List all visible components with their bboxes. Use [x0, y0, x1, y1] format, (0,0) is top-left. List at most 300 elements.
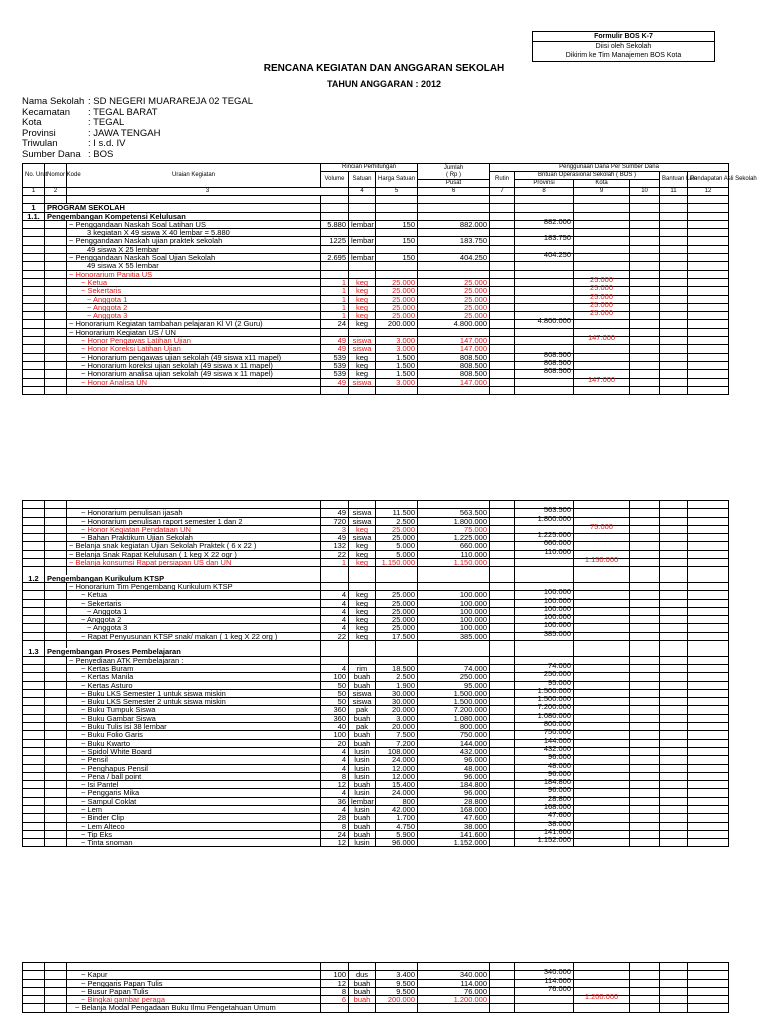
total-amount	[418, 1004, 490, 1012]
total-amount: 100.000	[418, 624, 490, 632]
bos-kota	[630, 534, 660, 542]
cell-empty	[45, 361, 67, 369]
bos-pusat	[515, 300, 574, 308]
cell-empty	[321, 196, 349, 204]
total-amount: 808.500	[418, 370, 490, 378]
activity-desc: ~ Pena / ball point	[67, 772, 321, 780]
cell-empty	[660, 196, 688, 204]
info-label: Sumber Dana	[22, 148, 81, 160]
volume: 539	[321, 370, 349, 378]
rutin-cell	[490, 689, 515, 697]
cell-empty	[23, 805, 45, 813]
budget-table-2	[22, 500, 729, 847]
cell-empty	[376, 567, 418, 575]
bos-pusat	[515, 342, 574, 350]
bos-pusat: 808.500	[515, 358, 574, 366]
unit: keg	[349, 624, 376, 632]
unit-price: 25.000	[376, 295, 418, 303]
volume: 4	[321, 591, 349, 599]
bantuan-lain	[660, 237, 688, 245]
bos-provinsi	[574, 802, 630, 810]
volume: 8	[321, 987, 349, 995]
rutin-cell	[490, 559, 515, 567]
rutin-cell	[490, 345, 515, 353]
bos-kota	[630, 822, 660, 830]
unit-price: 25.000	[376, 534, 418, 542]
volume: 8	[321, 822, 349, 830]
column-number: 12	[688, 188, 729, 196]
bos-pusat	[515, 275, 574, 283]
volume: 360	[321, 706, 349, 714]
cell-empty	[45, 723, 67, 731]
rutin-cell	[490, 624, 515, 632]
bos-provinsi	[574, 678, 630, 686]
cell-empty	[45, 656, 67, 664]
cell-empty	[23, 386, 45, 394]
cell-empty	[23, 542, 45, 550]
cell-empty	[418, 196, 490, 204]
bantuan-lain	[660, 789, 688, 797]
total-amount: 147.000	[418, 345, 490, 353]
cell-empty	[688, 196, 729, 204]
cell-empty	[45, 582, 67, 590]
rutin-cell	[490, 814, 515, 822]
pendapatan-asli	[688, 509, 729, 517]
total-amount: 1.500.000	[418, 698, 490, 706]
rutin-cell	[490, 312, 515, 320]
cell-empty	[23, 599, 45, 607]
pendapatan-asli	[688, 550, 729, 558]
activity-desc: ~ Busur Papan Tulis	[67, 987, 321, 995]
cell-empty	[23, 624, 45, 632]
bos-pusat: 1.800.000	[515, 514, 574, 522]
pendapatan-asli	[688, 262, 729, 270]
unit: buah	[349, 673, 376, 681]
cell-empty	[23, 559, 45, 567]
budget-table-3	[22, 962, 729, 1013]
rutin-cell	[490, 698, 515, 706]
volume: 22	[321, 550, 349, 558]
unit-price: 12.000	[376, 772, 418, 780]
cell-empty	[45, 814, 67, 822]
cell-empty	[67, 386, 321, 394]
col-rincian: Rincian Perhitungan	[321, 164, 418, 172]
cell-empty	[23, 814, 45, 822]
activity-desc: ~ Kertas Buram	[67, 664, 321, 672]
cell-empty	[23, 517, 45, 525]
activity-desc: ~ Lem	[67, 805, 321, 813]
pendapatan-asli	[688, 525, 729, 533]
cell-empty	[515, 196, 574, 204]
bos-provinsi	[574, 968, 630, 976]
cell-empty	[376, 575, 418, 583]
unit: keg	[349, 542, 376, 550]
volume: 2.695	[321, 254, 349, 262]
bos-kota	[630, 303, 660, 311]
cell-empty	[23, 723, 45, 731]
cell-empty	[23, 550, 45, 558]
unit-price	[376, 262, 418, 270]
bantuan-lain	[660, 805, 688, 813]
pendapatan-asli	[688, 987, 729, 995]
rutin-cell	[490, 805, 515, 813]
pendapatan-asli	[688, 756, 729, 764]
cell-empty	[688, 212, 729, 220]
bos-kota	[630, 320, 660, 328]
info-row	[22, 139, 253, 150]
total-amount: 250.000	[418, 673, 490, 681]
cell-empty	[45, 987, 67, 995]
pendapatan-asli	[688, 361, 729, 369]
cell-empty	[574, 386, 630, 394]
bos-kota	[630, 328, 660, 336]
unit: keg	[349, 632, 376, 640]
total-amount: 1.080.000	[418, 714, 490, 722]
activity-desc: ~ Buku Kwarto	[67, 739, 321, 747]
unit-price: 25.000	[376, 287, 418, 295]
bos-pusat: 96.000	[515, 786, 574, 794]
activity-desc: ~ Bingkai gambar peraga	[67, 996, 321, 1004]
bos-kota	[630, 378, 660, 386]
volume: 36	[321, 797, 349, 805]
document-subtitle: TAHUN ANGGARAN : 2012	[326, 79, 441, 89]
cell-empty	[660, 963, 688, 971]
bos-kota	[630, 559, 660, 567]
cell-empty	[23, 534, 45, 542]
cell-empty	[23, 582, 45, 590]
bos-kota	[630, 706, 660, 714]
cell-empty	[23, 361, 45, 369]
cell-empty	[23, 797, 45, 805]
rutin-cell	[490, 673, 515, 681]
volume: 20	[321, 739, 349, 747]
unit-price: 11.500	[376, 509, 418, 517]
cell-empty	[349, 648, 376, 656]
bos-kota	[630, 361, 660, 369]
bantuan-lain	[660, 525, 688, 533]
unit-price: 42.000	[376, 805, 418, 813]
col-uraian: Uraian Kegiatan	[67, 164, 321, 188]
bos-provinsi	[574, 786, 630, 794]
bos-provinsi	[574, 358, 630, 366]
total-amount: 385.000	[418, 632, 490, 640]
cell-empty	[660, 212, 688, 220]
cell-empty	[688, 386, 729, 394]
unit: lusin	[349, 747, 376, 755]
cell-empty	[23, 270, 45, 278]
cell-empty	[23, 501, 45, 509]
cell-empty	[23, 370, 45, 378]
bos-pusat: 100.000	[515, 604, 574, 612]
volume: 100	[321, 673, 349, 681]
unit-price: 200.000	[376, 996, 418, 1004]
bos-pusat: 800.000	[515, 720, 574, 728]
bos-provinsi	[574, 661, 630, 669]
activity-desc: ~ Kertas Asturo	[67, 681, 321, 689]
cell-empty	[45, 772, 67, 780]
cell-empty	[45, 370, 67, 378]
bos-kota	[630, 1004, 660, 1012]
info-label: Kota	[22, 117, 42, 128]
bos-provinsi	[574, 653, 630, 661]
volume: 12	[321, 781, 349, 789]
total-amount: 660.000	[418, 542, 490, 550]
volume: 4	[321, 616, 349, 624]
bos-pusat	[515, 284, 574, 292]
cell-empty	[23, 328, 45, 336]
volume: 28	[321, 814, 349, 822]
bantuan-lain	[660, 764, 688, 772]
bantuan-lain	[660, 345, 688, 353]
bantuan-lain	[660, 312, 688, 320]
cell-empty	[45, 245, 67, 253]
pendapatan-asli	[688, 370, 729, 378]
column-number: 8	[515, 188, 574, 196]
cell-empty	[45, 303, 67, 311]
cell-empty	[23, 312, 45, 320]
unit: lusin	[349, 839, 376, 847]
rutin-cell	[490, 582, 515, 590]
total-amount: 1.200.000	[418, 996, 490, 1004]
volume: 12	[321, 979, 349, 987]
total-amount: 25.000	[418, 312, 490, 320]
rutin-cell	[490, 756, 515, 764]
pendapatan-asli	[688, 295, 729, 303]
cell-empty	[23, 963, 45, 971]
pendapatan-asli	[688, 971, 729, 979]
cell-empty	[23, 591, 45, 599]
bos-provinsi	[574, 753, 630, 761]
unit-price: 30.000	[376, 689, 418, 697]
rutin-cell	[490, 303, 515, 311]
pendapatan-asli	[688, 303, 729, 311]
unit: pak	[349, 723, 376, 731]
volume: 50	[321, 698, 349, 706]
col-penggunaan: Penggunaan Dana Per Sumber Dana	[490, 164, 729, 172]
rutin-cell	[490, 353, 515, 361]
cell-empty	[45, 681, 67, 689]
unit: dus	[349, 971, 376, 979]
bantuan-lain	[660, 542, 688, 550]
table-body-1	[23, 196, 729, 395]
unit: buah	[349, 731, 376, 739]
bantuan-lain	[660, 582, 688, 590]
rutin-cell	[490, 714, 515, 722]
unit: keg	[349, 559, 376, 567]
bantuan-lain	[660, 229, 688, 237]
bos-provinsi	[574, 778, 630, 786]
pendapatan-asli	[688, 739, 729, 747]
bos-kota	[630, 345, 660, 353]
volume: 720	[321, 517, 349, 525]
total-amount: 110.000	[418, 550, 490, 558]
cell-empty	[321, 567, 349, 575]
unit: buah	[349, 681, 376, 689]
cell-empty	[45, 996, 67, 1004]
cell-empty	[688, 963, 729, 971]
total-amount: 96.000	[418, 756, 490, 764]
info-label: Nama Sekolah	[22, 96, 85, 107]
bos-kota	[630, 337, 660, 345]
activity-desc: ~ Penggandaan Naskah Soal Ujian Sekolah	[67, 254, 321, 262]
pendapatan-asli	[688, 542, 729, 550]
table-row	[23, 204, 729, 212]
activity-desc: ~ Anggota 3	[67, 312, 321, 320]
bos-provinsi	[574, 226, 630, 234]
bos-pusat	[515, 334, 574, 342]
volume: 100	[321, 971, 349, 979]
cell-empty	[349, 204, 376, 212]
info-value: : BOS	[88, 148, 114, 160]
unit-price: 150	[376, 237, 418, 245]
cell-empty	[23, 345, 45, 353]
pendapatan-asli	[688, 731, 729, 739]
unit-price: 1.500	[376, 361, 418, 369]
bos-kota	[630, 550, 660, 558]
bantuan-lain	[660, 295, 688, 303]
cell-empty	[23, 681, 45, 689]
cell-empty	[418, 575, 490, 583]
bos-pusat: 184.800	[515, 778, 574, 786]
bantuan-lain	[660, 220, 688, 228]
cell-empty	[45, 517, 67, 525]
bos-kota	[630, 797, 660, 805]
cell-empty	[660, 575, 688, 583]
unit: keg	[349, 525, 376, 533]
unit: keg	[349, 591, 376, 599]
bos-kota	[630, 525, 660, 533]
bos-kota	[630, 599, 660, 607]
bantuan-lain	[660, 772, 688, 780]
unit: buah	[349, 714, 376, 722]
cell-empty	[574, 567, 630, 575]
cell-empty	[45, 278, 67, 286]
col-nomor-kode: Nomor Kode	[45, 164, 67, 188]
total-amount: 882.000	[418, 220, 490, 228]
cell-empty	[45, 616, 67, 624]
volume: 4	[321, 747, 349, 755]
bos-provinsi	[574, 761, 630, 769]
cell-empty	[23, 781, 45, 789]
pendapatan-asli	[688, 706, 729, 714]
cell-empty	[418, 641, 490, 649]
pendapatan-asli	[688, 772, 729, 780]
rutin-cell	[490, 599, 515, 607]
unit-price: 7.500	[376, 731, 418, 739]
unit-price: 1.700	[376, 814, 418, 822]
pendapatan-asli	[688, 797, 729, 805]
bos-provinsi: 25.000	[574, 292, 630, 300]
pendapatan-asli	[688, 337, 729, 345]
cell-empty	[45, 591, 67, 599]
unit-price: 4.750	[376, 822, 418, 830]
volume: 22	[321, 632, 349, 640]
unit: keg	[349, 312, 376, 320]
column-number: 9	[574, 188, 630, 196]
cell-empty	[376, 641, 418, 649]
unit: keg	[349, 287, 376, 295]
bos-provinsi: 25.000	[574, 309, 630, 317]
unit-price: 25.000	[376, 591, 418, 599]
cell-empty	[688, 575, 729, 583]
rutin-cell	[490, 723, 515, 731]
unit-price: 3.000	[376, 378, 418, 386]
activity-desc: ~ Anggota 2	[67, 303, 321, 311]
bos-provinsi	[574, 217, 630, 225]
rutin-cell	[490, 764, 515, 772]
unit: siswa	[349, 689, 376, 697]
cell-empty	[23, 525, 45, 533]
bantuan-lain	[660, 656, 688, 664]
volume: 3	[321, 525, 349, 533]
bos-kota	[630, 830, 660, 838]
bos-provinsi	[574, 350, 630, 358]
bos-provinsi	[574, 819, 630, 827]
pendapatan-asli	[688, 345, 729, 353]
total-amount: 25.000	[418, 287, 490, 295]
bos-pusat	[515, 1001, 574, 1009]
unit-price: 24.000	[376, 789, 418, 797]
rutin-cell	[490, 370, 515, 378]
cell-empty	[45, 320, 67, 328]
info-label: Provinsi	[22, 127, 56, 139]
unit: lusin	[349, 789, 376, 797]
pendapatan-asli	[688, 789, 729, 797]
volume: 539	[321, 353, 349, 361]
rutin-cell	[490, 254, 515, 262]
cell-empty	[23, 689, 45, 697]
cell-empty	[23, 656, 45, 664]
cell-empty	[321, 648, 349, 656]
rutin-cell	[490, 591, 515, 599]
cell-empty	[45, 559, 67, 567]
bos-kota	[630, 607, 660, 615]
activity-desc: ~ Anggota 2	[67, 616, 321, 624]
cell-empty	[45, 328, 67, 336]
bantuan-lain	[660, 337, 688, 345]
total-amount: 100.000	[418, 599, 490, 607]
total-amount: 808.500	[418, 361, 490, 369]
bos-provinsi	[574, 342, 630, 350]
pendapatan-asli	[688, 599, 729, 607]
rutin-cell	[490, 772, 515, 780]
rutin-cell	[490, 509, 515, 517]
cell-empty	[45, 525, 67, 533]
rutin-cell	[490, 1004, 515, 1012]
cell-empty	[45, 706, 67, 714]
volume: 8	[321, 772, 349, 780]
bos-kota	[630, 312, 660, 320]
row-code: PROGRAM SEKOLAH	[45, 204, 321, 212]
rutin-cell	[490, 237, 515, 245]
total-amount: 1.225.000	[418, 534, 490, 542]
bos-provinsi	[574, 794, 630, 802]
info-row	[22, 97, 253, 108]
bos-provinsi	[574, 613, 630, 621]
volume: 1	[321, 287, 349, 295]
unit: siswa	[349, 698, 376, 706]
unit-price: 20.000	[376, 723, 418, 731]
cell-empty	[23, 971, 45, 979]
pendapatan-asli	[688, 747, 729, 755]
bos-provinsi	[574, 703, 630, 711]
total-amount: 147.000	[418, 337, 490, 345]
unit-price: 25.000	[376, 525, 418, 533]
bos-pusat: 563.500	[515, 506, 574, 514]
rutin-cell	[490, 739, 515, 747]
pendapatan-asli	[688, 689, 729, 697]
total-amount: 141.600	[418, 830, 490, 838]
